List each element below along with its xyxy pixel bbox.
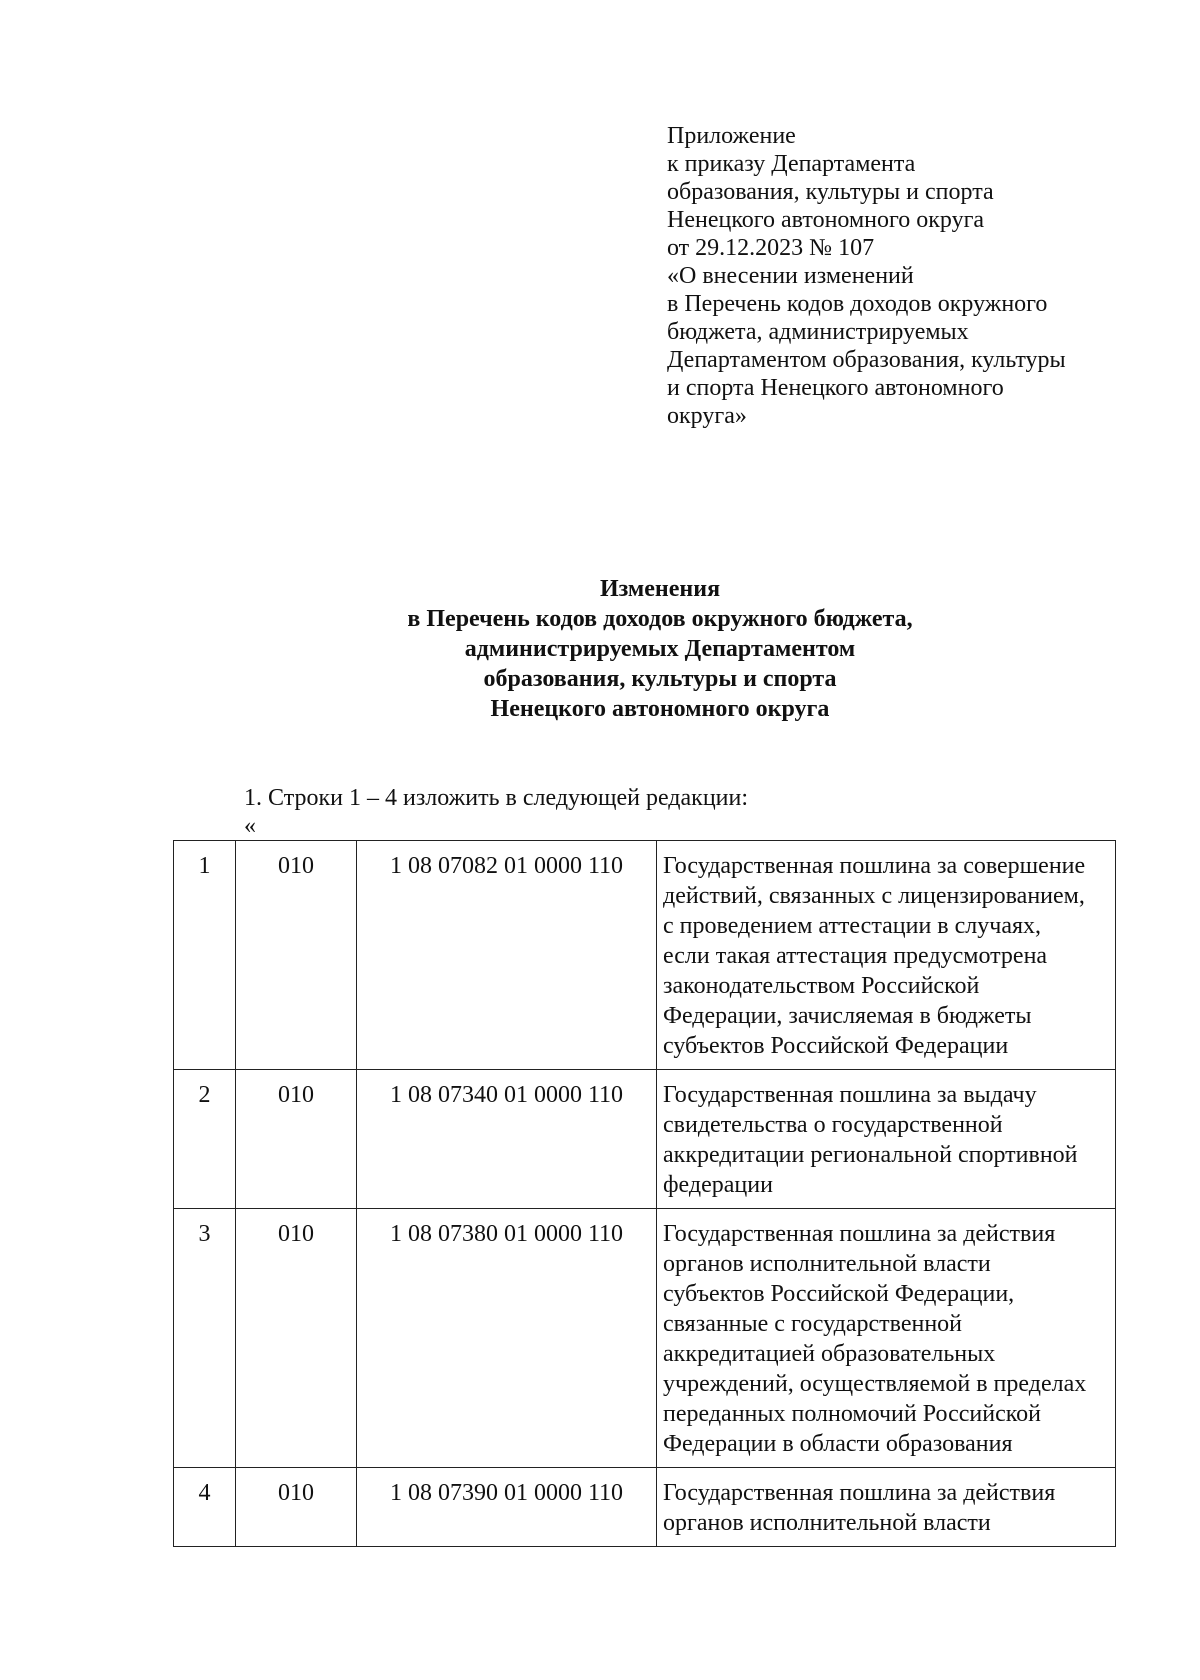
appendix-line: округа» bbox=[667, 403, 747, 429]
table-row bbox=[174, 1209, 1116, 1468]
intro-paragraph: 1. Строки 1 – 4 изложить в следующей редакции: bbox=[244, 785, 749, 811]
income-code: 1 08 07390 01 0000 110 bbox=[357, 1468, 657, 1547]
title-line: Ненецкого автономного округа bbox=[490, 696, 830, 722]
income-name-line: аккредитации региональной спортивной bbox=[663, 1142, 1078, 1168]
income-name bbox=[657, 1209, 1116, 1468]
income-name bbox=[657, 841, 1116, 1070]
income-name-line: Государственная пошлина за выдачу bbox=[663, 1082, 1037, 1108]
row-number: 1 bbox=[174, 841, 236, 1070]
open-quote: « bbox=[244, 813, 256, 839]
income-name-line: свидетельства о государственной bbox=[663, 1112, 1003, 1138]
income-code: 1 08 07340 01 0000 110 bbox=[357, 1070, 657, 1209]
table-row bbox=[174, 841, 1116, 1070]
income-name bbox=[657, 1070, 1116, 1209]
income-name-line: органов исполнительной власти bbox=[663, 1251, 991, 1277]
income-name-line: действий, связанных с лицензированием, bbox=[663, 883, 1085, 909]
income-name-line: связанные с государственной bbox=[663, 1311, 963, 1337]
income-name-line: аккредитацией образовательных bbox=[663, 1341, 996, 1367]
row-number: 4 bbox=[174, 1468, 236, 1547]
admin-code: 010 bbox=[236, 841, 357, 1070]
codes-table bbox=[173, 840, 1116, 1547]
appendix-line: к приказу Департамента bbox=[667, 151, 916, 177]
title-line: в Перечень кодов доходов окружного бюджета, bbox=[407, 606, 913, 632]
income-name-line: Государственная пошлина за совершение bbox=[663, 853, 1086, 879]
income-name-line: федерации bbox=[663, 1172, 773, 1198]
income-name-line: субъектов Российской Федерации bbox=[663, 1033, 1009, 1059]
income-name-line: законодательством Российской bbox=[663, 973, 980, 999]
title-line: администрируемых Департаментом bbox=[464, 636, 856, 662]
admin-code: 010 bbox=[236, 1070, 357, 1209]
appendix-header bbox=[667, 122, 1127, 430]
appendix-line: бюджета, администрируемых bbox=[667, 319, 969, 345]
income-name bbox=[657, 1468, 1116, 1547]
income-name-line: субъектов Российской Федерации, bbox=[663, 1281, 1015, 1307]
appendix-line: образования, культуры и спорта bbox=[667, 179, 994, 205]
admin-code: 010 bbox=[236, 1209, 357, 1468]
income-name-line: Государственная пошлина за действия bbox=[663, 1221, 1056, 1247]
appendix-line: от 29.12.2023 № 107 bbox=[667, 235, 875, 261]
income-code: 1 08 07380 01 0000 110 bbox=[357, 1209, 657, 1468]
income-name-line: учреждений, осуществляемой в пределах bbox=[663, 1371, 1087, 1397]
codes-table-container bbox=[173, 840, 1115, 1547]
income-name-line: если такая аттестация предусмотрена bbox=[663, 943, 1048, 969]
income-code: 1 08 07082 01 0000 110 bbox=[357, 841, 657, 1070]
row-number: 2 bbox=[174, 1070, 236, 1209]
income-name-line: Федерации в области образования bbox=[663, 1431, 1013, 1457]
income-name-line: Федерации, зачисляемая в бюджеты bbox=[663, 1003, 1032, 1029]
title-line: образования, культуры и спорта bbox=[483, 666, 837, 692]
appendix-line: «О внесении изменений bbox=[667, 263, 914, 289]
appendix-line: и спорта Ненецкого автономного bbox=[667, 375, 1004, 401]
table-row bbox=[174, 1468, 1116, 1547]
table-row bbox=[174, 1070, 1116, 1209]
income-name-line: Государственная пошлина за действия bbox=[663, 1480, 1056, 1506]
income-name-line: переданных полномочий Российской bbox=[663, 1401, 1041, 1427]
row-number: 3 bbox=[174, 1209, 236, 1468]
income-name-line: с проведением аттестации в случаях, bbox=[663, 913, 1042, 939]
appendix-line: Департаментом образования, культуры bbox=[667, 347, 1066, 373]
title-line: Изменения bbox=[599, 576, 721, 602]
admin-code: 010 bbox=[236, 1468, 357, 1547]
appendix-line: Ненецкого автономного округа bbox=[667, 207, 985, 233]
appendix-line: Приложение bbox=[667, 123, 796, 149]
appendix-line: в Перечень кодов доходов окружного bbox=[667, 291, 1048, 317]
income-name-line: органов исполнительной власти bbox=[663, 1510, 991, 1536]
document-title bbox=[230, 574, 1090, 724]
